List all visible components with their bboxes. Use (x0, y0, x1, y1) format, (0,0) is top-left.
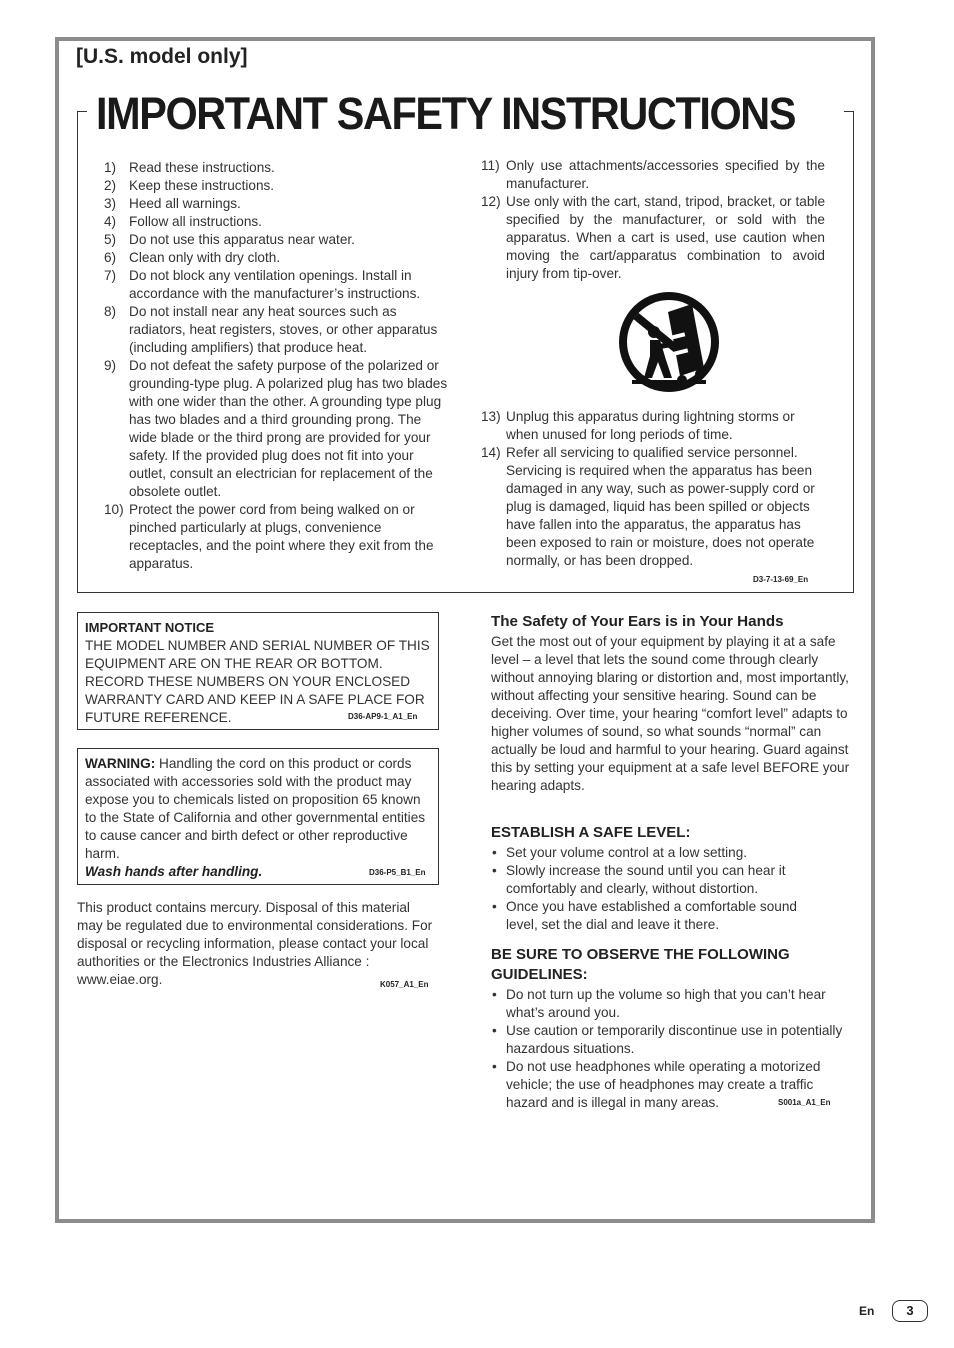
list-item: 11) Only use attachments/accessories specified by the manufacturer. (481, 158, 825, 191)
reference-code: S001a_A1_En (778, 1098, 831, 1107)
list-item: 13) Unplug this apparatus during lightning storms or when unused for long periods of time. (481, 409, 795, 442)
ears-section-title: The Safety of Your Ears is in Your Hands (491, 613, 784, 630)
warning-box (77, 748, 439, 885)
reference-code: D36-AP9-1_A1_En (348, 712, 418, 721)
list-item: • Set your volume control at a low setting. (491, 844, 831, 862)
language-label: En (859, 1304, 875, 1318)
safe-level-list (491, 844, 831, 934)
list-item: 14) Refer all servicing to qualified service personnel. Servicing is required when the apparatus has been damaged in any way, such as power-supply cord or plug is damaged, liquid has been spilled or objects have fallen into the apparatus, the apparatus has been exposed to rain or moisture, does not operate normally, or has been dropped. (481, 445, 815, 568)
list-item: 5) Do not use this apparatus near water. (104, 232, 355, 247)
list-item: • Do not use headphones while operating a motorized vehicle; the use of headphones may create a traffic hazard and is illegal in many areas. (491, 1058, 851, 1112)
list-item: 3) Heed all warnings. (104, 196, 241, 211)
important-notice-box (77, 612, 439, 730)
mercury-notice: This product contains mercury. Disposal of this material may be regulated due to environmental considerations. For disposal or recycling information, please contact your local authorities or the Electronics Industries Alliance : www.eiae.org. K057_A1_En (77, 899, 439, 989)
ears-section-body: Get the most out of your equipment by playing it at a safe level – a level that lets the sound come through clearly without annoying blaring or distortion and, most importantly, without affecting your sensitive hearing. Sound can be deceiving. Over time, your hearing “comfort level” adapts to higher volumes of sound, so what sounds “normal” can actually be loud and harmful to your hearing. Guard against this by setting your equipment at a safe level BEFORE your hearing adapts. (491, 634, 850, 793)
box-corner-right (844, 111, 854, 112)
list-item: 6) Clean only with dry cloth. (104, 250, 281, 265)
list-item: • Once you have established a comfortable sound level, set the dial and leave it there. (491, 898, 831, 934)
cart-tip-over-warning-icon (614, 290, 724, 394)
list-item: • Use caution or temporarily discontinue use in potentially hazardous situations. (491, 1022, 851, 1058)
instructions-list-left (104, 159, 451, 573)
page-number: 3 (892, 1300, 928, 1322)
guidelines-heading: BE SURE TO OBSERVE THE FOLLOWING GUIDELINES: (491, 946, 790, 983)
instructions-list-right-top (481, 157, 825, 283)
safe-level-heading: ESTABLISH A SAFE LEVEL: (491, 824, 691, 841)
list-item: 1) Read these instructions. (104, 160, 275, 175)
list-item: 8) Do not install near any heat sources such as radiators, heat registers, stoves, or other apparatus (including amplifiers) that produce heat. (104, 304, 438, 355)
wash-hands-note: Wash hands after handling. (85, 864, 263, 879)
instructions-list-right-bottom (481, 408, 825, 570)
list-item: • Do not turn up the volume so high that you can’t hear what’s around you. (491, 986, 851, 1022)
reference-code: D36-P5_B1_En (369, 868, 426, 877)
box-corner-left (77, 111, 87, 112)
list-item: 10) Protect the power cord from being walked on or pinched particularly at plugs, convenience receptacles, and the point where they exit from the apparatus. (104, 502, 434, 571)
warning-label: WARNING: (85, 756, 156, 771)
list-item: 12) Use only with the cart, stand, tripod, bracket, or table specified by the manufacturer, or sold with the apparatus. When a cart is used, use caution when moving the cart/apparatus combination to avoid injury from tip-over. (481, 194, 825, 281)
list-item: • Slowly increase the sound until you can hear it comfortably and clearly, without distortion. (491, 862, 831, 898)
model-note: [U.S. model only] (76, 45, 248, 68)
reference-code: D3-7-13-69_En (753, 575, 809, 584)
warning-body: Handling the cord on this product or cords associated with accessories sold with the product may expose you to chemicals listed on proposition 65 known to the State of California and other governmental entities to cause cancer and birth defect or other reproductive harm. (85, 756, 426, 861)
list-item: 4) Follow all instructions. (104, 214, 262, 229)
notice-heading: IMPORTANT NOTICE (85, 620, 215, 635)
list-item: 7) Do not block any ventilation openings. Install in accordance with the manufacturer’s instructions. (104, 268, 421, 301)
page-title: IMPORTANT SAFETY INSTRUCTIONS (96, 88, 796, 139)
notice-body: THE MODEL NUMBER AND SERIAL NUMBER OF THIS EQUIPMENT ARE ON THE REAR OR BOTTOM. RECORD THESE NUMBERS ON YOUR ENCLOSED WARRANTY CARD AND KEEP IN A SAFE PLACE FOR FUTURE REFERENCE. (85, 638, 430, 725)
guidelines-list (491, 986, 851, 1112)
list-item: 2) Keep these instructions. (104, 178, 275, 193)
reference-code: K057_A1_En (380, 980, 429, 989)
list-item: 9) Do not defeat the safety purpose of the polarized or grounding-type plug. A polarized plug has two blades with one wider than the other. A grounding type plug has two blades and a third grounding prong. The wide blade or the third prong are provided for your safety. If the provided plug does not fit into your outlet, consult an electrician for replacement of the obsolete outlet. (104, 358, 448, 499)
